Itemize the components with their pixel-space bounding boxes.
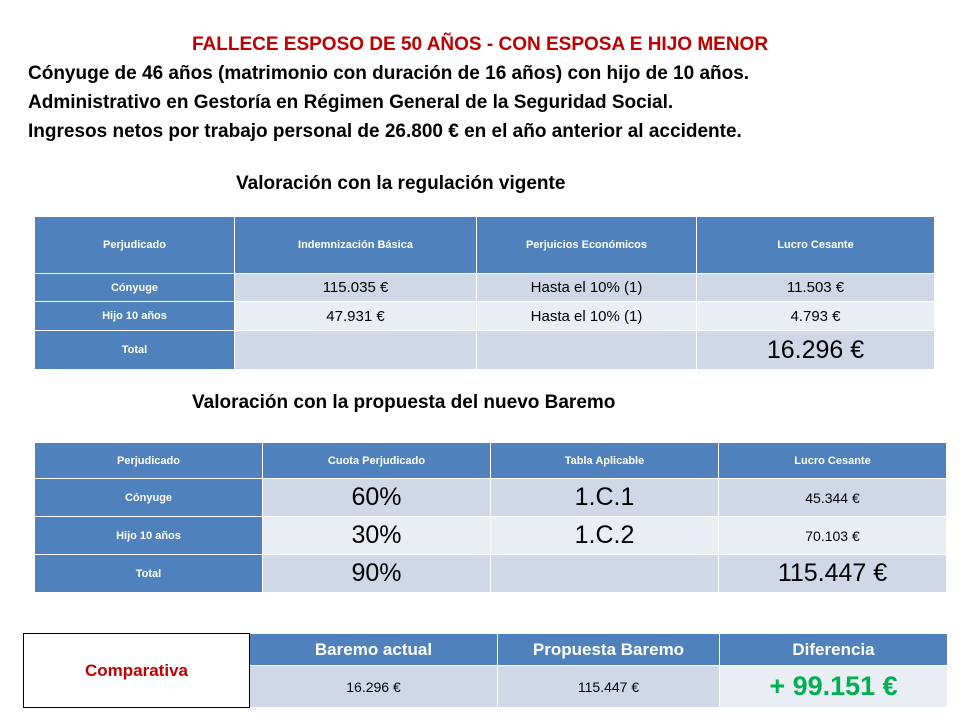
- cell-total-lucro: 16.296 €: [697, 331, 935, 370]
- cell-empty: [477, 331, 697, 370]
- comparison-table: [23, 633, 948, 708]
- proposal-section-title: Valoración con la propuesta del nuevo Baremo: [192, 392, 616, 413]
- cell-empty: [235, 331, 477, 370]
- cell-basica: 47.931 €: [235, 302, 477, 331]
- cell-perjuicios: Hasta el 10% (1): [477, 302, 697, 331]
- table-total-row: [35, 555, 947, 593]
- row-label: Cónyuge: [35, 274, 235, 302]
- cell-empty: [491, 555, 719, 593]
- table-row: [35, 517, 947, 555]
- table-row: [35, 274, 935, 302]
- cell-baremo-actual: 16.296 €: [250, 666, 498, 708]
- cell-total-cuota: 90%: [263, 555, 491, 593]
- comparison-label: Comparativa: [24, 634, 250, 708]
- column-header: Perjudicado: [35, 443, 263, 479]
- description-line-3: Ingresos netos por trabajo personal de 26.800 € en el año anterior al accidente.: [28, 121, 742, 142]
- row-label: Hijo 10 años: [35, 302, 235, 331]
- cell-tabla: 1.C.1: [491, 479, 719, 517]
- description-line-1: Cónyuge de 46 años (matrimonio con duración de 16 años) con hijo de 10 años.: [28, 63, 750, 84]
- cell-lucro: 11.503 €: [697, 274, 935, 302]
- column-header: Perjuicios Económicos: [477, 217, 697, 274]
- cell-cuota: 30%: [263, 517, 491, 555]
- cell-lucro: 4.793 €: [697, 302, 935, 331]
- cell-lucro: 45.344 €: [719, 479, 947, 517]
- cell-tabla: 1.C.2: [491, 517, 719, 555]
- cell-diferencia: + 99.151 €: [720, 666, 948, 708]
- current-valuation-table: [34, 216, 935, 370]
- row-label: Total: [35, 555, 263, 593]
- cell-cuota: 60%: [263, 479, 491, 517]
- table-row: [35, 479, 947, 517]
- column-header: Cuota Perjudicado: [263, 443, 491, 479]
- current-section-title: Valoración con la regulación vigente: [236, 173, 566, 194]
- row-label: Cónyuge: [35, 479, 263, 517]
- table-row: [35, 302, 935, 331]
- page-title: FALLECE ESPOSO DE 50 AÑOS - CON ESPOSA E HIJO MENOR: [191, 34, 769, 55]
- cell-lucro: 70.103 €: [719, 517, 947, 555]
- table-total-row: [35, 331, 935, 370]
- table-header-row: [35, 443, 947, 479]
- cell-propuesta-baremo: 115.447 €: [498, 666, 720, 708]
- proposal-valuation-table: [34, 442, 947, 593]
- row-label: Hijo 10 años: [35, 517, 263, 555]
- cell-total-lucro: 115.447 €: [719, 555, 947, 593]
- cell-basica: 115.035 €: [235, 274, 477, 302]
- comparison-header-row: [24, 634, 948, 666]
- description-line-2: Administrativo en Gestoría en Régimen General de la Seguridad Social.: [28, 92, 674, 113]
- column-header: Indemnización Básica: [235, 217, 477, 274]
- column-header: Propuesta Baremo: [498, 634, 720, 666]
- column-header: Baremo actual: [250, 634, 498, 666]
- column-header: Lucro Cesante: [719, 443, 947, 479]
- column-header: Perjudicado: [35, 217, 235, 274]
- column-header: Diferencia: [720, 634, 948, 666]
- column-header: Lucro Cesante: [697, 217, 935, 274]
- table-header-row: [35, 217, 935, 274]
- row-label: Total: [35, 331, 235, 370]
- cell-perjuicios: Hasta el 10% (1): [477, 274, 697, 302]
- column-header: Tabla Aplicable: [491, 443, 719, 479]
